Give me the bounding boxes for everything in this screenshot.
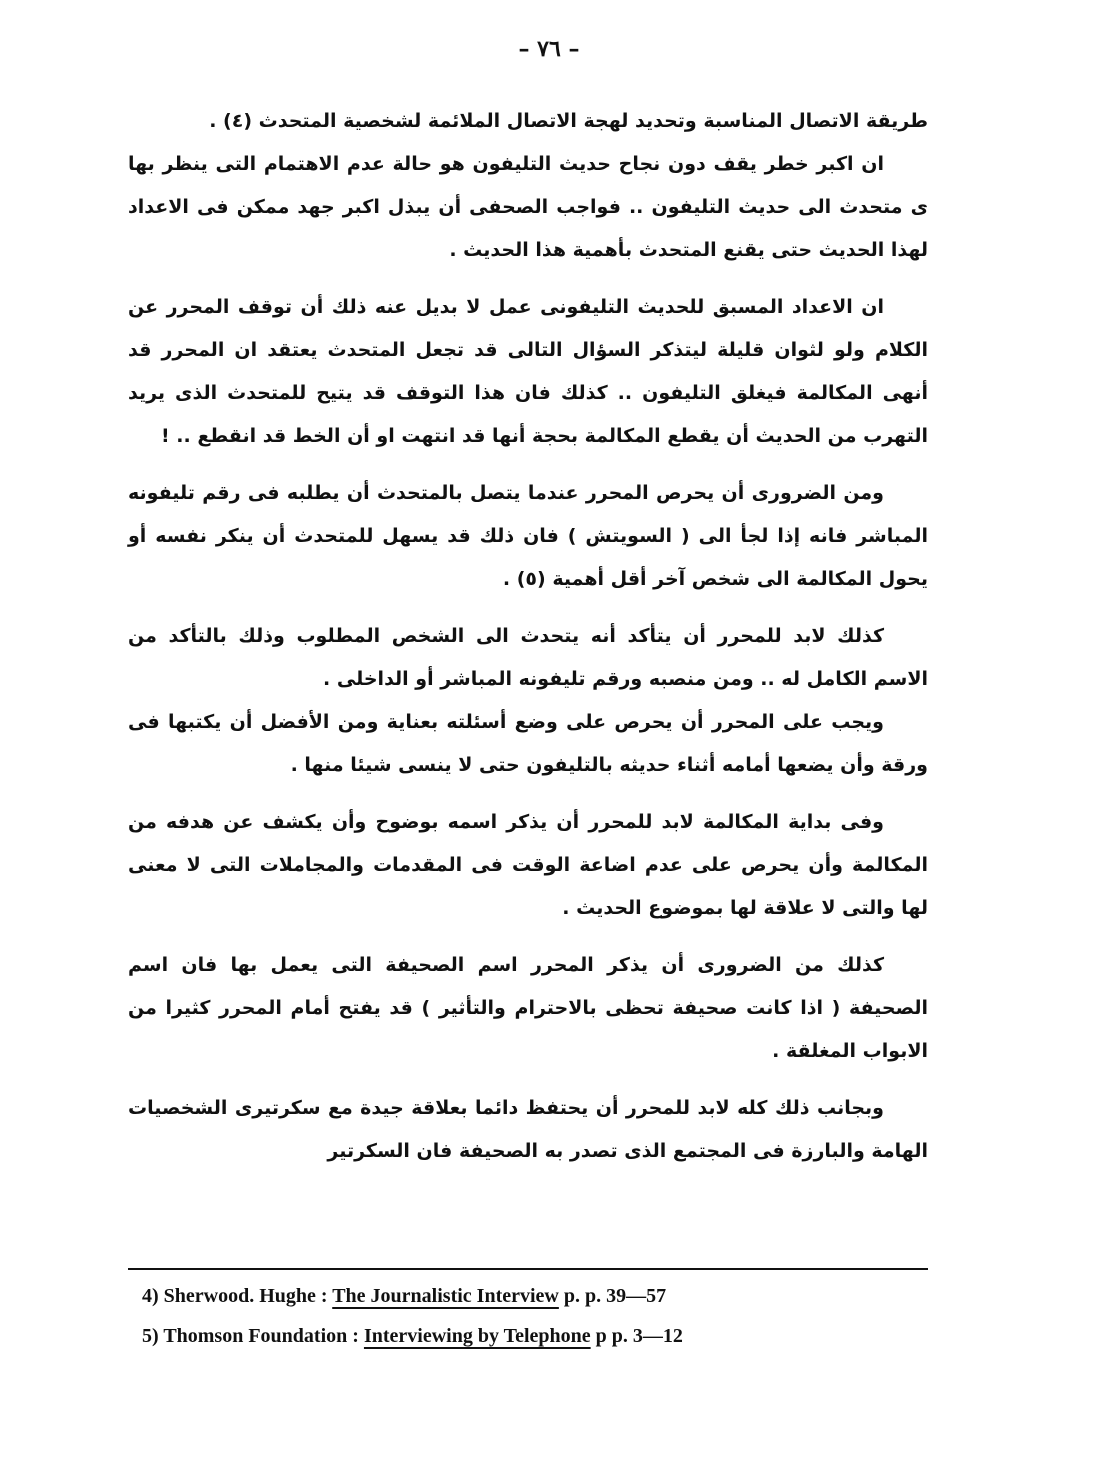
footnote-title: The Journalistic Interview: [332, 1285, 559, 1307]
footnotes: [128, 1268, 928, 1356]
paragraph: ان الاعداد المسبق للحديث التليفونى عمل لا بديل عنه ذلك أن توقف المحرر عن الكلام ولو لثوان قليلة ليتذكر السؤال التالى قد تجعل المتحدث يعتقد ان المحرر قد أنهى المكالمة فيغلق التليفون .. كذلك فان هذا التوقف قد يتيح للمتحدث الذى يريد التهرب من الحديث أن يقطع المكالمة بحجة أنها قد انتهت او أن الخط قد انقطع .. !: [128, 296, 928, 447]
footnote: [128, 1276, 928, 1316]
paragraph: ومن الضرورى أن يحرص المحرر عندما يتصل بالمتحدث أن يطلبه فى رقم تليفونه المباشر فانه إذا لجأ الى ( السويتش ) فان ذلك قد يسهل للمتحدث أن ينكر نفسه أو يحول المكالمة الى شخص آخر أقل أهمية (٥) .: [128, 482, 928, 590]
footnote-number: 5): [142, 1325, 159, 1347]
paragraph: ويجب على المحرر أن يحرص على وضع أسئلته بعناية ومن الأفضل أن يكتبها فى ورقة وأن يضعها أمامه أثناء حديثه بالتليفون حتى لا ينسى شيئا منها .: [128, 711, 928, 776]
paragraph: وفى بداية المكالمة لابد للمحرر أن يذكر اسمه بوضوح وأن يكشف عن هدفه من المكالمة وأن يحرص على عدم اضاعة الوقت فى المقدمات والمجاملات التى لا معنى لها والتى لا علاقة لها بموضوع الحديث .: [128, 811, 928, 919]
paragraph: كذلك لابد للمحرر أن يتأكد أنه يتحدث الى الشخص المطلوب وذلك بالتأكد من الاسم الكامل له .. ومن منصبه ورقم تليفونه المباشر أو الداخلى .: [128, 625, 928, 690]
footnote-pages: p p. 3—12: [595, 1325, 683, 1347]
footnote-author: Sherwood. Hughe :: [163, 1285, 328, 1307]
footnote-title: Interviewing by Telephone: [363, 1325, 591, 1347]
paragraph: وبجانب ذلك كله لابد للمحرر أن يحتفظ دائما بعلاقة جيدة مع سكرتيرى الشخصيات الهامة والبارزة فى المجتمع الذى تصدر به الصحيفة فان السكرتير: [128, 1097, 928, 1162]
paragraph: كذلك من الضرورى أن يذكر المحرر اسم الصحيفة التى يعمل بها فان اسم الصحيفة ( اذا كانت صحيفة تحظى بالاحترام والتأثير ) قد يفتح أمام المحرر كثيرا من الابواب المغلقة .: [128, 954, 928, 1062]
paragraph: طريقة الاتصال المناسبة وتحديد لهجة الاتصال الملائمة لشخصية المتحدث (٤) .: [209, 110, 928, 132]
paragraph: ان اكبر خطر يقف دون نجاح حديث التليفون هو حالة عدم الاهتمام التى ينظر بها ى متحدث الى حديث التليفون .. فواجب الصحفى أن يبذل اكبر جهد ممكن فى الاعداد لهذا الحديث حتى يقنع المتحدث بأهمية هذا الحديث .: [128, 153, 928, 261]
page-number: – ٧٦ –: [518, 36, 580, 62]
body-text: [128, 100, 928, 1173]
footnote-author: Thomson Foundation :: [163, 1325, 359, 1347]
footnote-number: 4): [142, 1285, 159, 1307]
footnote-pages: p. p. 39—57: [563, 1285, 667, 1307]
footnote: [128, 1316, 928, 1356]
